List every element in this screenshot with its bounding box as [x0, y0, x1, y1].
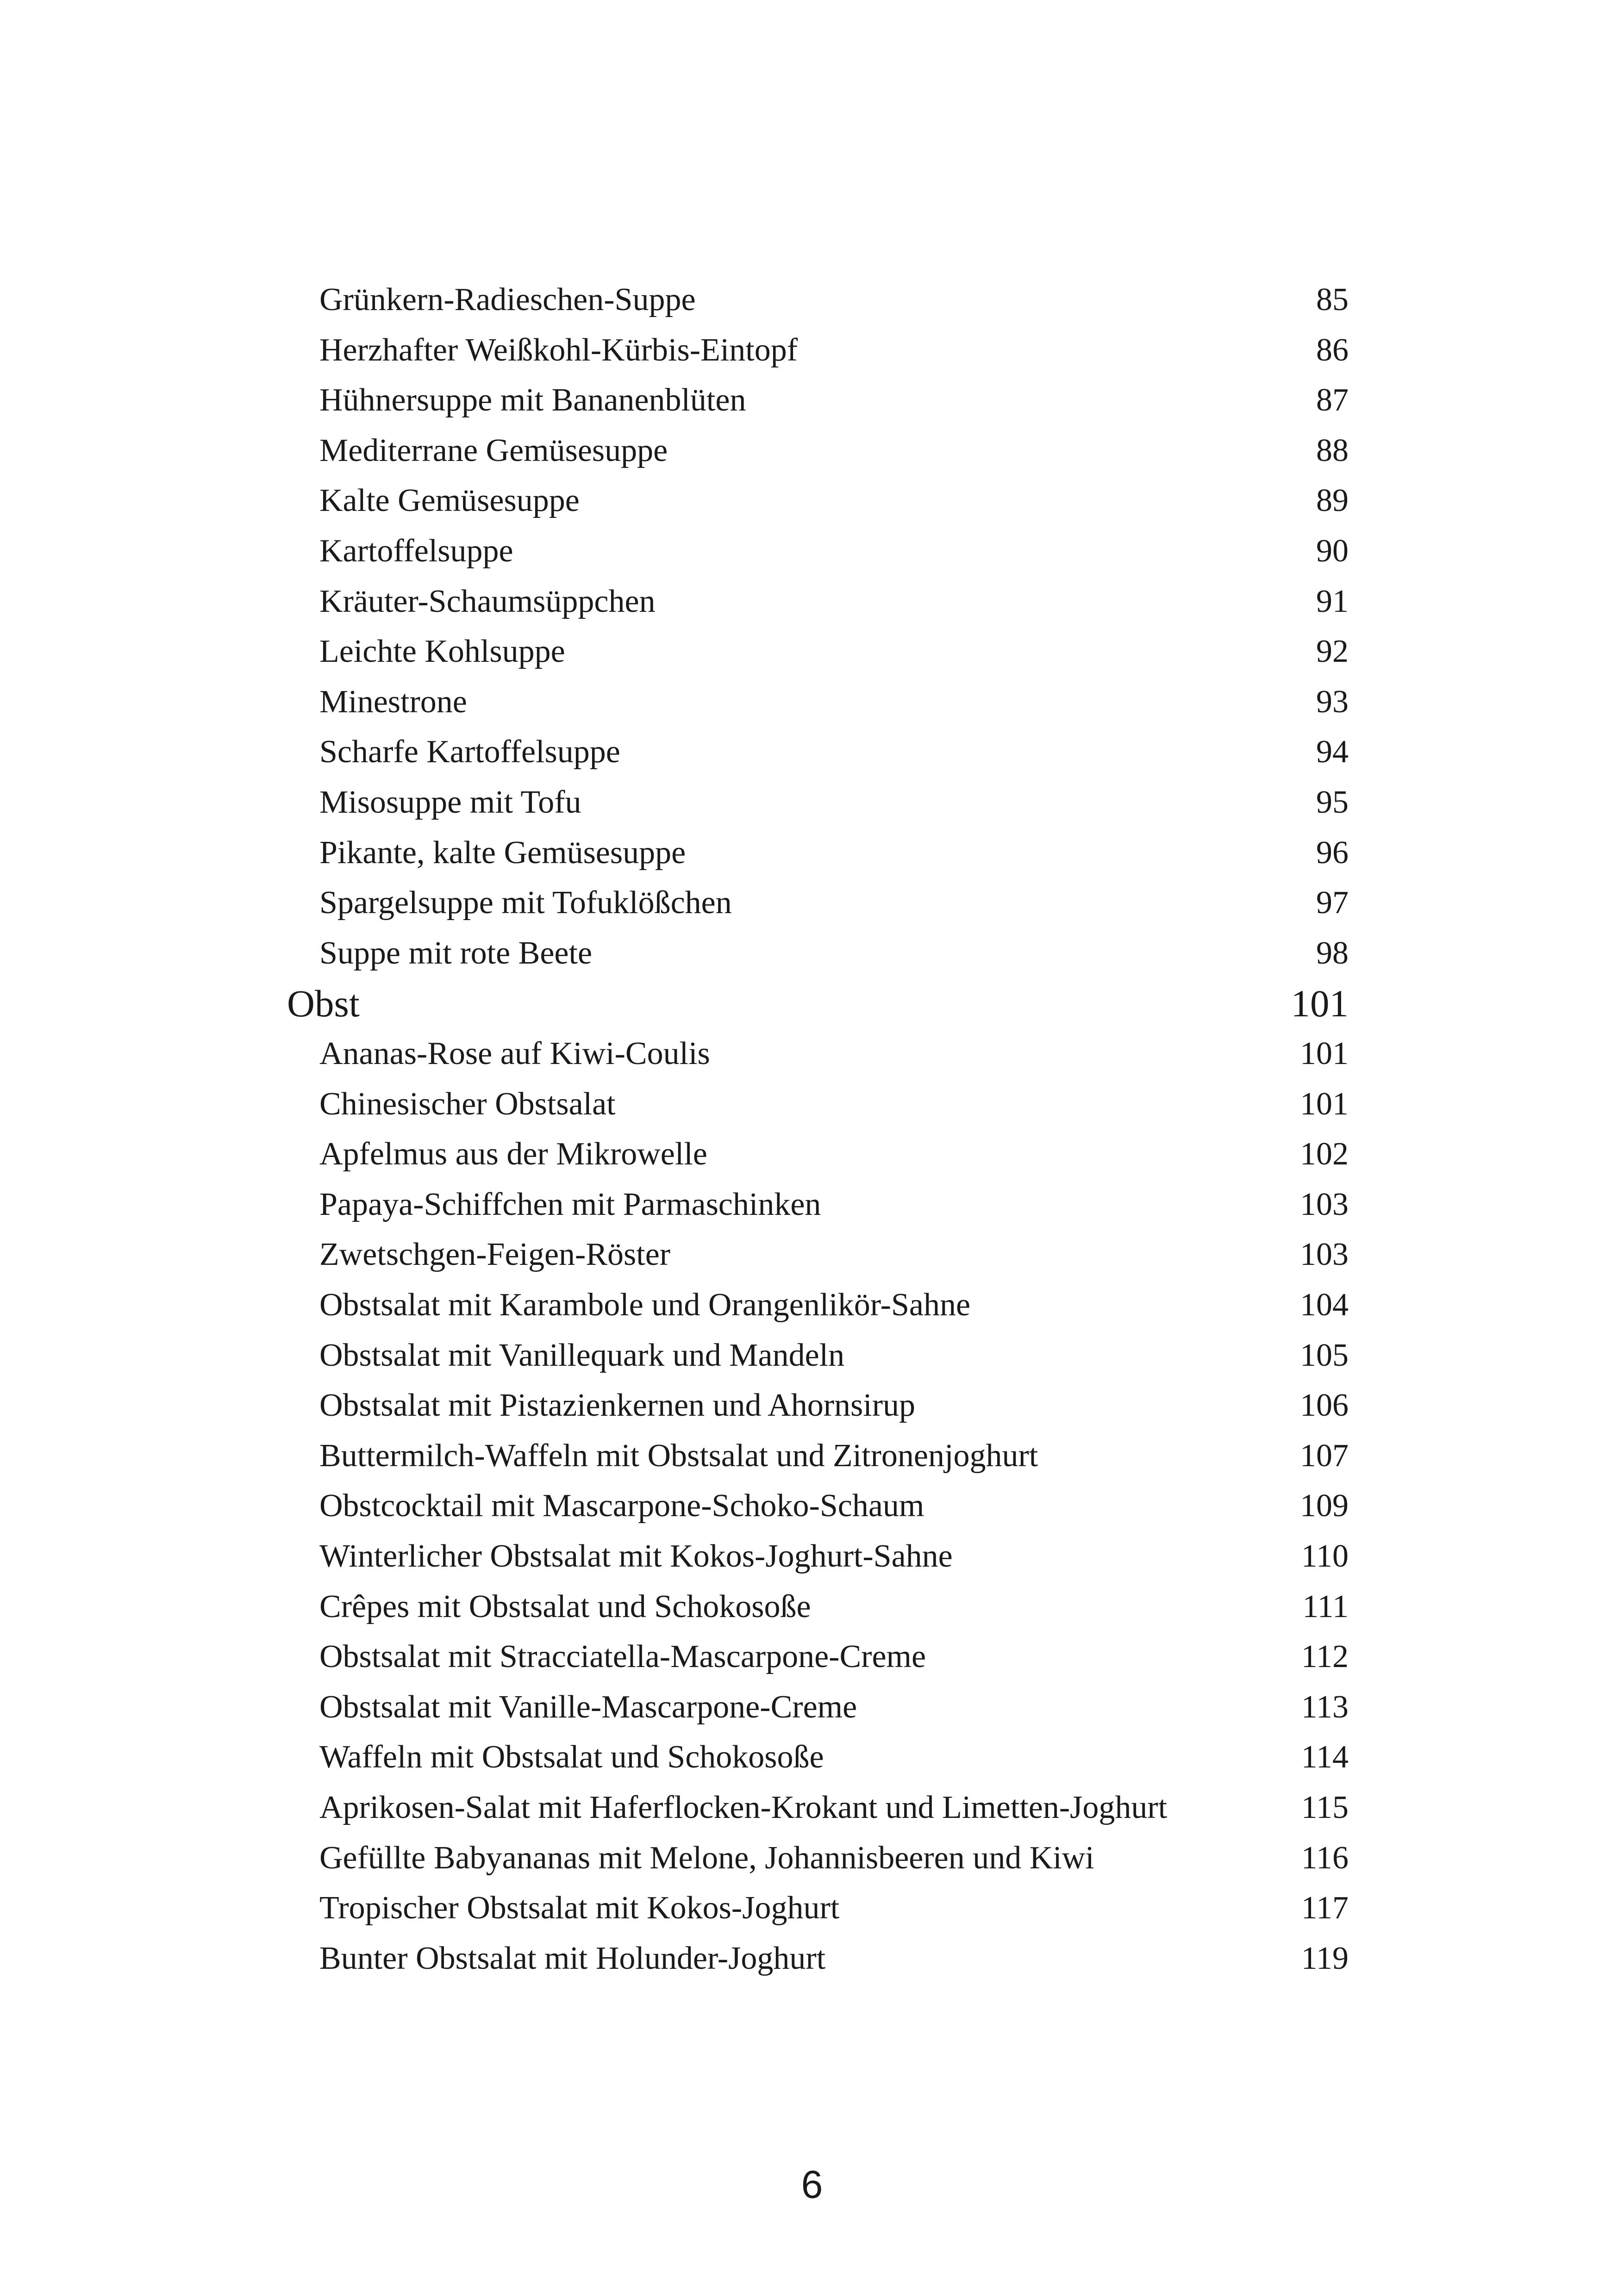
toc-entry-page: 96: [1316, 835, 1349, 871]
toc-entry-title: Obstsalat mit Vanille-Mascarpone-Creme: [319, 1689, 857, 1725]
toc-entry-page: 102: [1300, 1136, 1349, 1172]
toc-entry-page: 110: [1301, 1538, 1349, 1574]
toc-entry-page: 103: [1300, 1237, 1349, 1272]
toc-entry: [0, 626, 1624, 677]
toc-entry: [0, 677, 1624, 728]
toc-entry: [0, 1129, 1624, 1180]
toc-entry-page: 105: [1300, 1338, 1349, 1373]
toc-entry-title: Chinesischer Obstsalat: [319, 1086, 616, 1122]
toc-entry-title: Kräuter-Schaumsüppchen: [319, 584, 656, 619]
toc-entry-title: Gefüllte Babyananas mit Melone, Johannisbeeren und Kiwi: [319, 1840, 1094, 1876]
toc-entry-title: Pikante, kalte Gemüsesuppe: [319, 835, 686, 871]
toc-entry-title: Spargelsuppe mit Tofuklößchen: [319, 885, 732, 921]
toc-entry-title: Apfelmus aus der Mikrowelle: [319, 1136, 707, 1172]
toc-entry-title: Winterlicher Obstsalat mit Kokos-Joghurt-Sahne: [319, 1538, 953, 1574]
toc-entry-page: 85: [1316, 282, 1349, 317]
toc-entry: [0, 1732, 1624, 1783]
toc-entry: [0, 877, 1624, 928]
toc-entry: [0, 928, 1624, 979]
toc-entry-page: 119: [1301, 1941, 1349, 1976]
toc-entry: [0, 1481, 1624, 1531]
toc-entry-title: Hühnersuppe mit Bananenblüten: [319, 382, 746, 418]
toc-entry-page: 112: [1301, 1639, 1349, 1674]
toc-entry: [0, 1431, 1624, 1481]
toc-entry-title: Grünkern-Radieschen-Suppe: [319, 282, 696, 317]
toc-entry: [0, 1581, 1624, 1632]
toc-entry-title: Herzhafter Weißkohl-Kürbis-Eintopf: [319, 332, 798, 368]
toc-entry-title: Waffeln mit Obstsalat und Schokosoße: [319, 1739, 824, 1775]
toc-entry-title: Buttermilch-Waffeln mit Obstsalat und Zitronenjoghurt: [319, 1438, 1038, 1474]
toc-entry-page: 92: [1316, 634, 1349, 669]
toc-entry-title: Tropischer Obstsalat mit Kokos-Joghurt: [319, 1890, 840, 1926]
toc-entry: [0, 727, 1624, 778]
toc-entry: [0, 1028, 1624, 1079]
toc-entry: [0, 1933, 1624, 1984]
toc-entry-title: Papaya-Schiffchen mit Parmaschinken: [319, 1187, 821, 1222]
toc-entry-page: 86: [1316, 332, 1349, 368]
toc-entry-title: Obstsalat mit Stracciatella-Mascarpone-Creme: [319, 1639, 926, 1674]
toc-entry-title: Misosuppe mit Tofu: [319, 784, 581, 820]
toc-entry-title: Crêpes mit Obstsalat und Schokosoße: [319, 1589, 811, 1624]
toc-entry: [0, 1682, 1624, 1733]
toc-entry: [0, 1631, 1624, 1682]
toc-entry: [0, 325, 1624, 376]
toc-entry-title: Kalte Gemüsesuppe: [319, 483, 580, 518]
toc-entry-page: 94: [1316, 734, 1349, 770]
toc-entry-page: 101: [1300, 1086, 1349, 1122]
toc-entry-title: Obstsalat mit Karambole und Orangenlikör-Sahne: [319, 1287, 971, 1323]
toc-entry: [0, 1079, 1624, 1130]
toc-entry-page: 101: [1300, 1036, 1349, 1071]
toc-entry-page: 98: [1316, 935, 1349, 971]
toc-entry-title: Zwetschgen-Feigen-Röster: [319, 1237, 671, 1272]
toc-entry: [0, 1380, 1624, 1431]
toc-entry: [0, 576, 1624, 627]
toc-entry-page: 109: [1300, 1488, 1349, 1524]
toc-entry-page: 103: [1300, 1187, 1349, 1222]
toc-entry: [0, 1531, 1624, 1582]
toc-entry: [0, 274, 1624, 325]
toc-entry: [0, 375, 1624, 426]
toc-entry: [0, 1229, 1624, 1280]
toc-entry: [0, 1883, 1624, 1934]
toc-entry-title: Leichte Kohlsuppe: [319, 634, 565, 669]
toc-entry: [0, 1833, 1624, 1884]
toc-entry: [0, 1280, 1624, 1331]
toc-entry: [0, 1179, 1624, 1230]
toc-entry-page: 114: [1301, 1739, 1349, 1775]
toc-entry-title: Suppe mit rote Beete: [319, 935, 593, 971]
toc-section-title: Obst: [287, 982, 360, 1025]
toc-entry-title: Ananas-Rose auf Kiwi-Coulis: [319, 1036, 710, 1071]
toc-entry-title: Scharfe Kartoffelsuppe: [319, 734, 620, 770]
toc-entry-title: Kartoffelsuppe: [319, 533, 513, 569]
page-number: 6: [801, 2163, 823, 2206]
toc-entry-page: 91: [1316, 584, 1349, 619]
toc-entry: [0, 425, 1624, 476]
toc-section-heading: [0, 978, 1624, 1029]
toc-entry-page: 93: [1316, 684, 1349, 720]
toc-entry-page: 115: [1301, 1790, 1349, 1825]
toc-entry-title: Mediterrane Gemüsesuppe: [319, 433, 668, 468]
toc-section-page: 101: [1291, 982, 1349, 1025]
toc-entry-title: Bunter Obstsalat mit Holunder-Joghurt: [319, 1941, 826, 1976]
toc-entry: [0, 475, 1624, 526]
toc-entry: [0, 1782, 1624, 1833]
toc-entry-page: 117: [1301, 1890, 1349, 1926]
toc-entry-page: 89: [1316, 483, 1349, 518]
toc-entry-page: 90: [1316, 533, 1349, 569]
toc-entry-page: 116: [1301, 1840, 1349, 1876]
toc-entry-page: 88: [1316, 433, 1349, 468]
toc-entry-page: 113: [1301, 1689, 1349, 1725]
toc-entry-title: Aprikosen-Salat mit Haferflocken-Krokant und Limetten-Joghurt: [319, 1790, 1168, 1825]
toc-entry-page: 95: [1316, 784, 1349, 820]
toc-entry: [0, 526, 1624, 577]
toc-entry-page: 104: [1300, 1287, 1349, 1323]
toc-entry-title: Obstcocktail mit Mascarpone-Schoko-Schaum: [319, 1488, 924, 1524]
toc-entry-page: 111: [1302, 1589, 1349, 1624]
toc-entry-page: 87: [1316, 382, 1349, 418]
toc-entry-title: Obstsalat mit Pistazienkernen und Ahornsirup: [319, 1388, 916, 1423]
toc-entry-title: Minestrone: [319, 684, 467, 720]
toc-entry: [0, 828, 1624, 878]
toc-entry-title: Obstsalat mit Vanillequark und Mandeln: [319, 1338, 845, 1373]
toc-entry: [0, 777, 1624, 828]
toc-entry-page: 97: [1316, 885, 1349, 921]
toc-entry-page: 106: [1300, 1388, 1349, 1423]
toc-entry: [0, 1330, 1624, 1381]
toc-entry-page: 107: [1300, 1438, 1349, 1474]
